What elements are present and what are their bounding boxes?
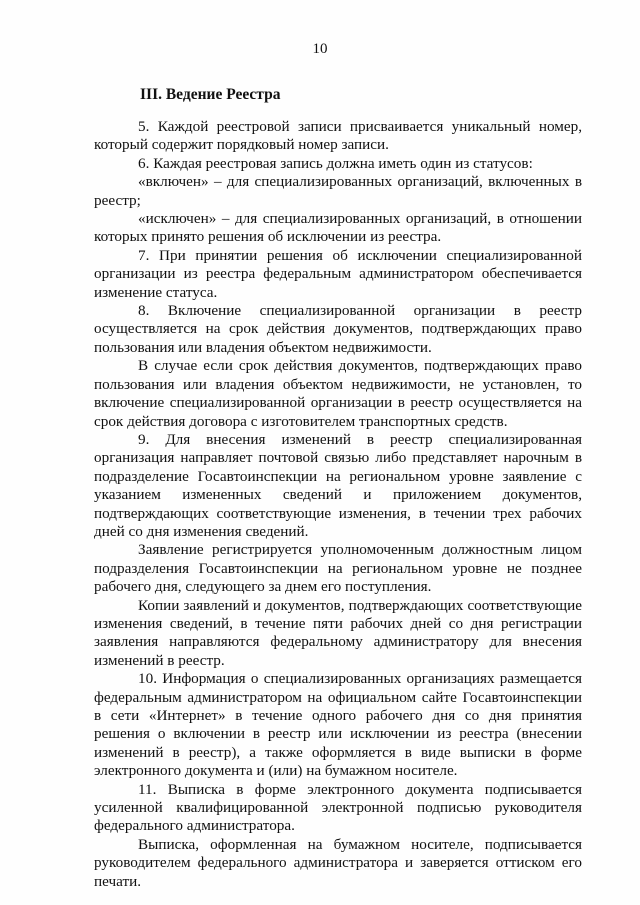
paragraph-10: 10. Информация о специализированных организациях размещается федеральным администратором на официальном сайте Госавтоинспекции в сети «Интернет» в течение одного рабочего дня со дня принятия решения о включении в реестр или исключении из реестра (внесении изменений в реестр), а также оформляется в виде выписки в форме электронного документа и (или) на бумажном носителе.	[94, 670, 582, 780]
paragraph-8: 8. Включение специализированной организации в реестр осуществляется на срок действия документов, подтверждающих право пользования или владения объектом недвижимости.	[94, 302, 582, 356]
paragraph-9-copies: Копии заявлений и документов, подтверждающих соответствующие изменения сведений, в течение пяти рабочих дней со дня регистрации заявления направляются федеральному администратору для внесения изменений в реестр.	[94, 596, 582, 669]
page-number: 10	[312, 41, 328, 57]
paragraph-6: 6. Каждая реестровая запись должна иметь один из статусов:	[138, 154, 533, 172]
section-title: III. Ведение Реестра	[140, 86, 281, 103]
paragraph-7: 7. При принятии решения об исключении специализированной организации из реестра федеральным администратором обеспечивается изменение статуса.	[94, 246, 582, 301]
paragraph-11-paper: Выписка, оформленная на бумажном носителе, подписывается руководителем федерального администратора и заверяется оттиском его печати.	[94, 835, 582, 890]
paragraph-9: 9. Для внесения изменений в реестр специализированная организация направляет почтовой связью либо представляет нарочным в подразделение Госавтоинспекции на региональном уровне заявление с указанием измененных сведений и приложением документов, подтверждающих соответствующие изменения, в течении трех рабочих дней со дня изменения сведений.	[94, 430, 582, 540]
paragraph-11: 11. Выписка в форме электронного документа подписывается усиленной квалифицированной электронной подписью руководителя федерального администратора.	[94, 780, 582, 835]
paragraph-6-included: «включен» – для специализированных организаций, включенных в реестр;	[94, 173, 582, 209]
paragraph-5: 5. Каждой реестровой записи присваивается уникальный номер, который содержит порядковый номер записи.	[94, 118, 582, 154]
paragraph-6-excluded: «исключен» – для специализированных организаций, в отношении которых принято решения об исключении из реестра.	[94, 210, 582, 246]
paragraph-8-term: В случае если срок действия документов, подтверждающих право пользования или владения объектом недвижимости, не установлен, то включение специализированной организации в реестр осуществляется на срок действия договора с изготовителем транспортных средств.	[94, 357, 582, 430]
paragraph-9-registration: Заявление регистрируется уполномоченным должностным лицом подразделения Госавтоинспекции на региональном уровне не позднее рабочего дня, следующего за днем его поступления.	[94, 541, 582, 596]
document-body	[94, 118, 582, 891]
